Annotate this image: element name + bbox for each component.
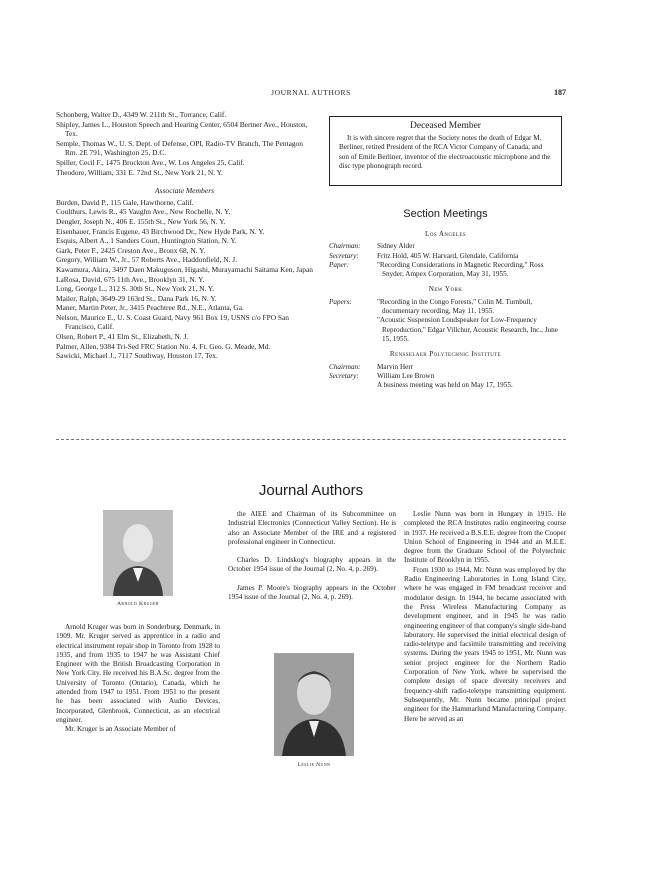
journal-authors-title: Journal Authors — [258, 482, 364, 499]
meeting-label: Secretary: — [329, 251, 359, 260]
page-number: 187 — [554, 88, 566, 97]
member-entry: Spiller, Cecil F., 1475 Brockton Ave., W. Los Angeles 25, Calif. — [56, 157, 245, 167]
photo-caption: Arnold Kruger — [116, 601, 159, 607]
bio-paragraph: From 1930 to 1944, Mr. Nunn was employed by the Radio Engineering Laboratories in Long Island City, where he was engaged in FM broadcast receiver and modulator design. In 1944, he became associated with the Press Wireless Manufacturing Company as development engineer, and in 1945 he was radio engineering engineer of that company's single side-band laboratory. He supervised the initial electrical design of radio-teletype and facsimile transmitting and receiving systems. During the years 1945 to 1951, Mr. Nunn was senior project engineer for the Northern Radio Corporation of New York, where he supervised the complete design of space diversity receivers and frequency-shift radio-teletype transmitting equipment. Subsequently, Mr. Nunn became principal project engineer for the Hammarlund Manufacturing Company. Here he served as an — [404, 565, 566, 723]
meeting-row — [329, 261, 562, 280]
member-entry: Semple, Thomas W., U. S. Dept. of Defense, OPI, Radio-TV Branch, The Pentagon Rm. 2E 791, Washington 25, D.C. — [56, 138, 303, 158]
meeting-row — [329, 242, 562, 251]
deceased-member-text: It is with sincere regret that the Society notes the death of Edgar M. Berliner, retired President of the RCA Victor Company of Canada, and son of Emile Berliner, inventor of the electroacoustic microphone and the disc type phonograph record. — [339, 134, 551, 170]
section-meetings-title: Section Meetings — [403, 208, 488, 220]
photo-caption: Leslie Nunn — [297, 762, 331, 768]
bio-paragraph: Charles D. Lindskog's biography appears in the October 1954 issue of the Journal (2, No. 4, p. 269). — [228, 556, 396, 574]
meeting-paper: "Recording Considerations in Magnetic Recording," Ross Snyder, Ampex Corporation, May 31, 1955. — [377, 260, 544, 279]
section-meetings — [329, 230, 562, 390]
associate-entry: Gark, Peter F., 2425 Creston Ave., Bronx 68, N. Y. — [56, 245, 206, 255]
running-title: JOURNAL AUTHORS — [271, 88, 351, 97]
meeting-value: William Lee Brown — [377, 371, 435, 380]
meeting-city-los-angeles: Los Angeles — [425, 230, 466, 238]
meeting-label: Chairman: — [329, 242, 361, 251]
author-photo — [103, 510, 173, 596]
associate-entry: Esquis, Albert A., 1 Sanders Court, Huntington Station, N. Y. — [56, 236, 237, 246]
meeting-city-rensselaer: Rensselaer Polytechnic Institute — [389, 350, 502, 359]
author-bio-column-1 — [56, 623, 220, 735]
meeting-value — [377, 261, 562, 280]
meeting-city-new-york: New York — [428, 285, 463, 294]
associate-entry: Maner, Martin Peter, Jr., 3415 Peachtree Rd., N.E., Atlanta, Ga. — [56, 303, 244, 313]
associate-entry: Gregory, William W., Jr., 57 Roberts Ave., Haddonfield, N. J. — [56, 255, 238, 265]
meeting-label: Chairman: — [329, 362, 361, 371]
associate-entry: Dengler, Joseph N., 406 E. 155th St., New York 56, N. Y. — [56, 216, 226, 226]
member-entry: Shipley, James L., Houston Speech and Hearing Center, 6504 Bertner Ave., Houston, Tex. — [56, 119, 308, 139]
meeting-row — [329, 372, 562, 381]
associate-entry: Nelson, Maurice E., U. S. Coast Guard, Navy 961 Box 19, USNS c/o FPO San Francisco, Calif. — [56, 312, 289, 332]
associate-entry: Coulthurs, Lewis R., 45 Vaughn Ave., New Rochelle, N. Y. — [56, 207, 231, 217]
meeting-label: Paper: — [329, 260, 349, 269]
bio-paragraph: Mr. Kruger is an Associate Member of — [65, 725, 176, 734]
bio-paragraph: Arnold Kruger was born in Sonderburg, Denmark, in 1909. Mr. Kruger served as apprentice in a radio and electrical instrument repair shop in Toronto from 1928 to 1935, and from 1935 to 1947 he was Assistant Chief Engineer with the British Broadcasting Corporation in New York City. He received his B.A.Sc. degree from the University of Toronto (Ontario), Canada, which he attended from 1947 to 1951. From 1951 to the present he has been associated with Audio Devices, Incorporated, Glenbrook, Connecticut, as an electrical engineer. — [56, 623, 220, 724]
member-entry: Schonberg, Walter D., 4349 W. 211th St., Torrance, Calif. — [56, 110, 227, 119]
section-divider — [56, 439, 566, 440]
associate-entry: Eisenhauer, Francis Eugene, 43 Birchwood Dr., New Hyde Park, N. Y. — [56, 226, 265, 236]
bio-paragraph: James P. Moore's biography appears in the October 1954 issue of the Journal (2, No. 4, p. 269). — [228, 583, 396, 602]
meeting-row — [329, 363, 562, 372]
deceased-member-title: Deceased Member — [410, 121, 481, 131]
meeting-label: Papers: — [329, 297, 352, 306]
meeting-value: Marvin Herr — [377, 362, 414, 371]
meeting-row — [329, 298, 562, 344]
associate-entry: Palmer, Allen, 9384 Tri-Sed FRC Station No. 4, Ft. Geo. G. Meade, Md. — [56, 341, 271, 351]
associate-entry: LaRosa, David, 675 11th Ave., Brooklyn 31, N. Y. — [56, 274, 205, 284]
deceased-member-box — [329, 116, 562, 186]
member-entry: Theodore, William, 331 E. 72nd St., New York 21, N. Y. — [56, 167, 223, 177]
meeting-value: Sidney Alder — [377, 242, 415, 251]
meeting-row — [329, 252, 562, 261]
associate-entry: Mailer, Ralph, 3649-29 163rd St., Dana Park 16, N. Y. — [56, 293, 217, 303]
associate-members-heading: Associate Members — [154, 186, 215, 196]
bio-paragraph: the AIEE and Chairman of its Subcommittee on Industrial Electronics (Connecticut Valley Section). He is also an Associate Member of the IRE and a registered professional engineer in Connecticut. — [228, 510, 396, 546]
meeting-value: Fritz Hold, 405 W. Harvard, Glendale, California — [377, 251, 519, 260]
associate-entry: Sawicki, Michael J., 7117 Southway, Houston 17, Tex. — [56, 351, 218, 361]
associate-entry: Olsen, Robert P., 41 Elm St., Elizabeth, N. J. — [56, 332, 189, 342]
members-list — [56, 110, 313, 361]
meeting-paper: "Acoustic Suspension Loudspeaker for Low-Frequency Reproduction," Edgar Villchur, Acoustic Research, Inc., June 15, 1955. — [377, 316, 558, 343]
portrait-image — [103, 510, 173, 596]
associate-entry: Long, George L., 312 S. 30th St., New York 21, N. Y. — [56, 284, 215, 294]
running-head — [56, 88, 566, 100]
author-bio-column-2 — [228, 510, 396, 602]
author-bio-column-3 — [404, 510, 566, 724]
meeting-note: A business meeting was held on May 17, 1955. — [377, 381, 513, 390]
associate-entry: Kawamura, Akira, 3497 Daen Makuguson, Higashi, Murayamachi Saitama Ken, Japan — [56, 264, 313, 274]
associate-entry: Burden, David P., 115 Gale, Hawthorne, Calif. — [56, 197, 194, 207]
meeting-paper: "Recording in the Congo Forests," Colin M. Turnbull, documentary recording, May 11, 1955. — [377, 297, 533, 316]
meeting-value — [377, 298, 562, 344]
bio-paragraph: Leslie Nunn was born in Hungary in 1915. He completed the RCA Institutes radio engineering course in 1937. He received a B.S.E.E. degree from the Cooper Union School of Engineering in 1944 and an M.E.E. degree from the Graduate School of the Polytechnic Institute of Brooklyn in 1955. — [404, 510, 566, 565]
portrait-image — [274, 653, 354, 756]
meeting-label: Secretary: — [329, 371, 359, 380]
author-photo — [274, 653, 354, 756]
